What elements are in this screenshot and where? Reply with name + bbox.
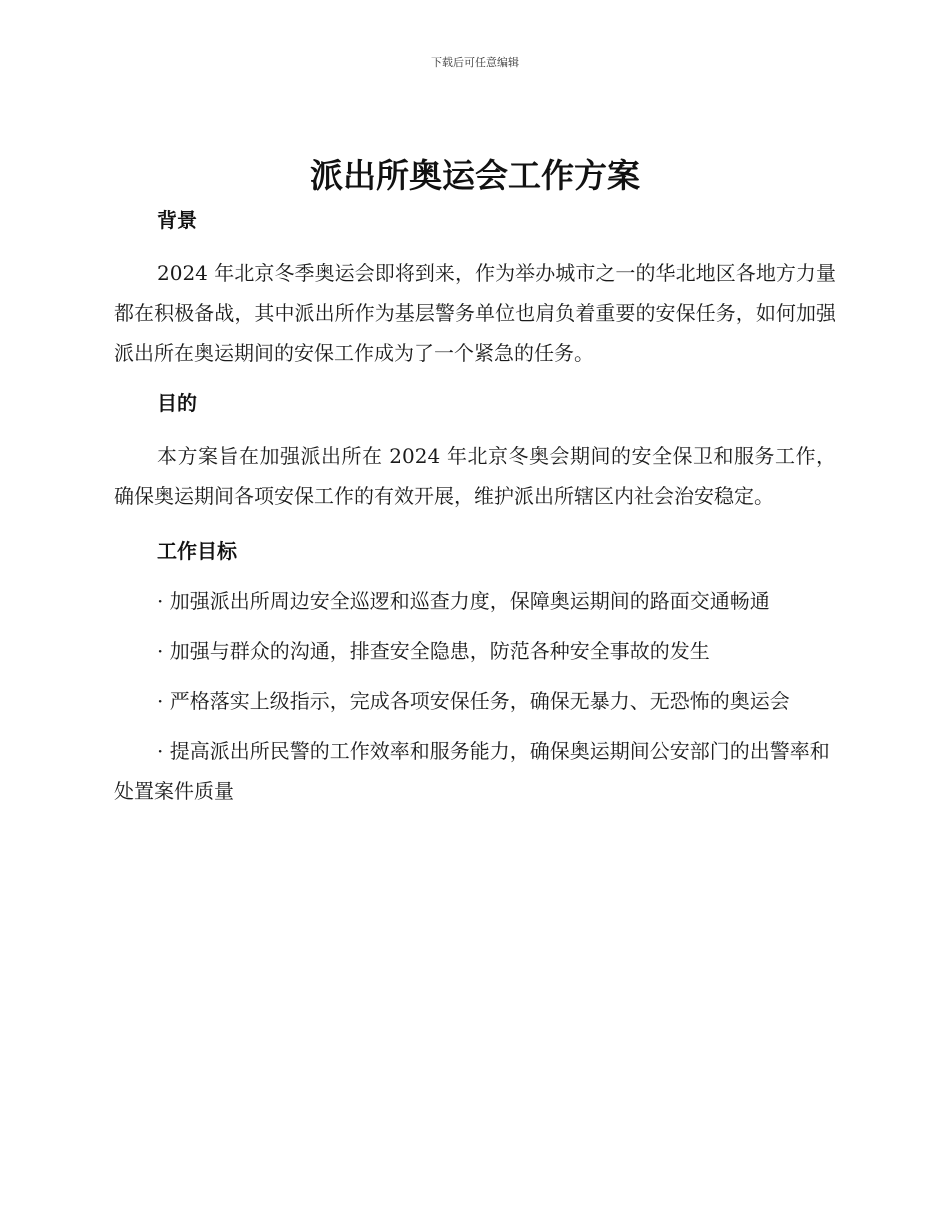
purpose-paragraph: 本方案旨在加强派出所在 2024 年北京冬奥会期间的安全保卫和服务工作，确保奥运期间各项安保工作的有效开展，维护派出所辖区内社会治安稳定。 <box>114 444 836 508</box>
document-title: 派出所奥运会工作方案 <box>310 156 640 195</box>
goal-item: · 加强与群众的沟通，排查安全隐患，防范各种安全事故的发生 <box>157 639 710 663</box>
section-heading-goals: 工作目标 <box>157 539 237 563</box>
section-heading-background: 背景 <box>157 208 197 232</box>
background-paragraph: 2024 年北京冬季奥运会即将到来，作为举办城市之一的华北地区各地方力量都在积极备战，其中派出所作为基层警务单位也肩负着重要的安保任务，如何加强派出所在奥运期间的安保工作成为了一个紧急的任务。 <box>114 261 836 365</box>
goal-item: · 加强派出所周边安全巡逻和巡查力度，保障奥运期间的路面交通畅通 <box>157 589 770 613</box>
goal-item: · 严格落实上级指示，完成各项安保任务，确保无暴力、无恐怖的奥运会 <box>157 689 790 713</box>
header-note: 下载后可任意编辑 <box>431 56 519 69</box>
section-heading-purpose: 目的 <box>157 391 197 415</box>
goal-item: · 提高派出所民警的工作效率和服务能力，确保奥运期间公安部门的出警率和处置案件质量 <box>114 739 830 803</box>
document-body <box>114 200 836 811</box>
